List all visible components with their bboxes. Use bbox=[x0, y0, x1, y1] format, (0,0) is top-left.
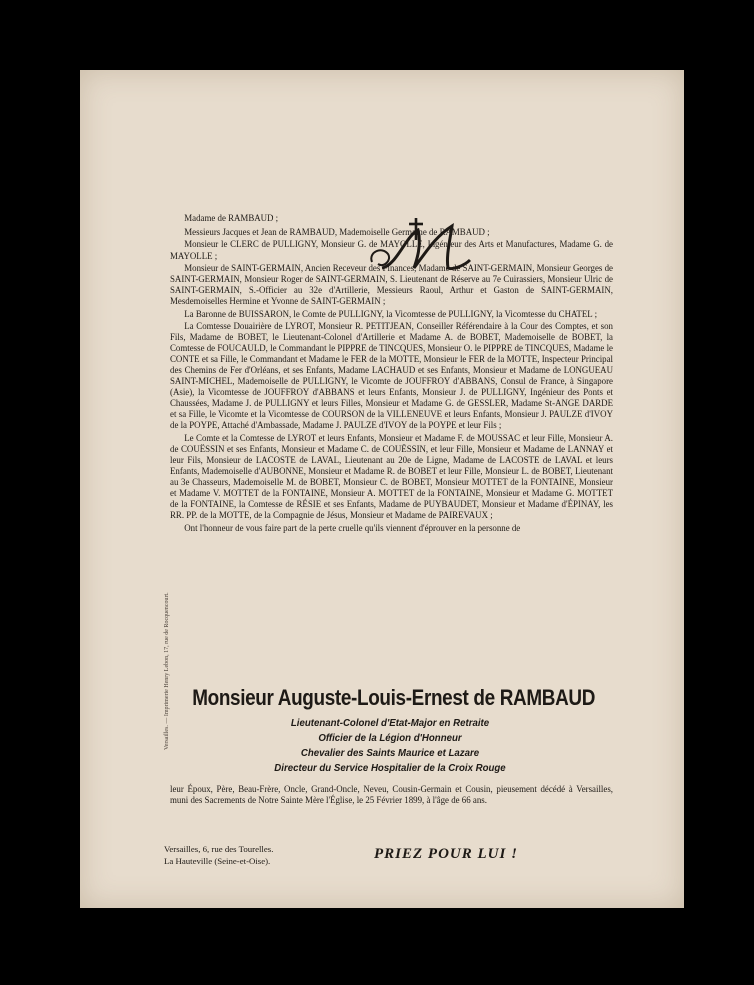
family-paragraph: La Baronne de BUISSARON, le Comte de PULLIGNY, la Vicomtesse de PULLIGNY, la Vicomtesse du CHATEL ; bbox=[184, 308, 598, 319]
deceased-title: Directeur du Service Hospitalier de la Croix Rouge bbox=[274, 762, 506, 774]
closing-text: leur Époux, Père, Beau-Frère, Oncle, Grand-Oncle, Neveu, Cousin-Germain et Cousin, pieusement décédé à Versailles, muni des Sacrements de Notre Sainte Mère l'Église, le 25 Février 1899, à l'âge de 66 ans. bbox=[170, 784, 613, 806]
family-paragraph: Madame de RAMBAUD ; bbox=[184, 213, 279, 223]
address-line: La Hauteville (Seine-et-Oise). bbox=[164, 856, 271, 866]
deceased-name: Monsieur Auguste-Louis-Ernest de RAMBAUD bbox=[192, 685, 596, 710]
printer-credit: Versailles. — Imprimerie Henry Lebon, 17, rue de Rocquencourt. bbox=[164, 592, 170, 750]
family-list bbox=[170, 213, 613, 535]
deceased-title: Chevalier des Saints Maurice et Lazare bbox=[300, 747, 480, 759]
deceased-title: Lieutenant-Colonel d'Etat-Major en Retraite bbox=[290, 717, 490, 729]
announcement-intro: Ont l'honneur de vous faire part de la perte cruelle qu'ils viennent d'éprouver en la personne de bbox=[184, 522, 521, 533]
address-line: Versailles, 6, rue des Tourelles. bbox=[164, 844, 274, 854]
family-paragraph: Le Comte et la Comtesse de LYROT et leurs Enfants, Monsieur et Madame F. de MOUSSAC et leur Fille, Monsieur A. de COUËSSIN et ses Enfants, Monsieur et Madame C. de COUËSSIN, et leur Fille, Monsieur et Madame de LANNAY et leur Fils, Monsieur de LACOSTE de LAVAL, Lieutenant au 20e de Ligne, Madame de LACOSTE de LAVAL et leurs Enfants, Mademoiselle d'AUBONNE, Monsieur et Madame R. de BOBET et leur Fille, Monsieur L. de BOBET, Lieutenant au 3e Chasseurs, Mademoiselle M. de BOBET, Monsieur C. de BOBET, Monsieur MOTTET de la FONTAINE, Monsieur et Madame V. MOTTET de la FONTAINE, Monsieur A. MOTTET de la FONTAINE, Monsieur et Madame G. MOTTET de la FONTAINE, la Comtesse de RÉSIE et ses Enfants, Madame de PUYBAUDET, Monsieur et Madame d'ÉPINAY, les RR. PP. de la MOTTE, de la Compagnie de Jésus, Monsieur et Madame de PAIREVAUX ; bbox=[170, 432, 613, 521]
family-paragraph: Messieurs Jacques et Jean de RAMBAUD, Mademoiselle Germaine de RAMBAUD ; bbox=[184, 227, 490, 238]
family-paragraph: La Comtesse Douairière de LYROT, Monsieur R. PETITJEAN, Conseiller Référendaire à la Cour des Comptes, et son Fils, Madame de BOBET, le Lieutenant-Colonel d'Artillerie et Madame A. de BOBET, Mademoiselle de BOBET, la Comtesse de FOUCAULD, le Commandant le PIPPRE de TINCQUES, Monsieur O. le PIPPRE de TINCQUES, Madame le CONTE et sa Fille, le Commandant et Madame le FER de la MOTTE, Monsieur le FER de la MOTTE, Inspecteur Principal des Chemins de Fer d'Orléans, et ses Enfants, Madame LACHAUD et ses Enfants, Monsieur et Madame de LONGUEAU SAINT-MICHEL, Mademoiselle de PULLIGNY, le Vicomte de JOUFFROY d'ABBANS, Consul de France, à Singapore (Asie), la Vicomtesse de JOUFFROY d'ABBANS et leurs Enfants, Monsieur J. de PULLIGNY, Ingénieur des Ponts et Chaussées, Madame J. de PULLIGNY et leurs Filles, Monsieur et Madame G. de GESSLER, Madame St-ANGE DARDE et sa Fille, le Vicomte et la Vicomtesse de COURSON de la VILLENEUVE et leurs Enfants, Monsieur J. PAULZE d'IVOY de la POYPE, Attaché d'Ambassade, Madame J. PAULZE d'IVOY de la POYPE et leur Fils ; bbox=[170, 320, 613, 431]
deceased-block bbox=[160, 685, 620, 776]
family-paragraph: Monsieur le CLERC de PULLIGNY, Monsieur G. de MAYOLLE, Ingénieur des Arts et Manufactures, Madame G. de MAYOLLE ; bbox=[170, 239, 613, 261]
family-paragraph: Monsieur de SAINT-GERMAIN, Ancien Receveur des Finances, Madame de SAINT-GERMAIN, Monsieur Georges de SAINT-GERMAIN, Monsieur Roger de SAINT-GERMAIN, S. Lieutenant de Réserve au 7e Cuirassiers, Monsieur Ulric de SAINT-GERMAIN, S.-Officier au 32e d'Artillerie, Messieurs Raoul, Arthur et Gaston de SAINT-GERMAIN, Mesdemoiselles Hermine et Yvonne de SAINT-GERMAIN ; bbox=[170, 262, 613, 307]
prayer-text: PRIEZ POUR LUI ! bbox=[374, 846, 518, 862]
address bbox=[164, 843, 344, 867]
deceased-title: Officier de la Légion d'Honneur bbox=[318, 732, 462, 744]
